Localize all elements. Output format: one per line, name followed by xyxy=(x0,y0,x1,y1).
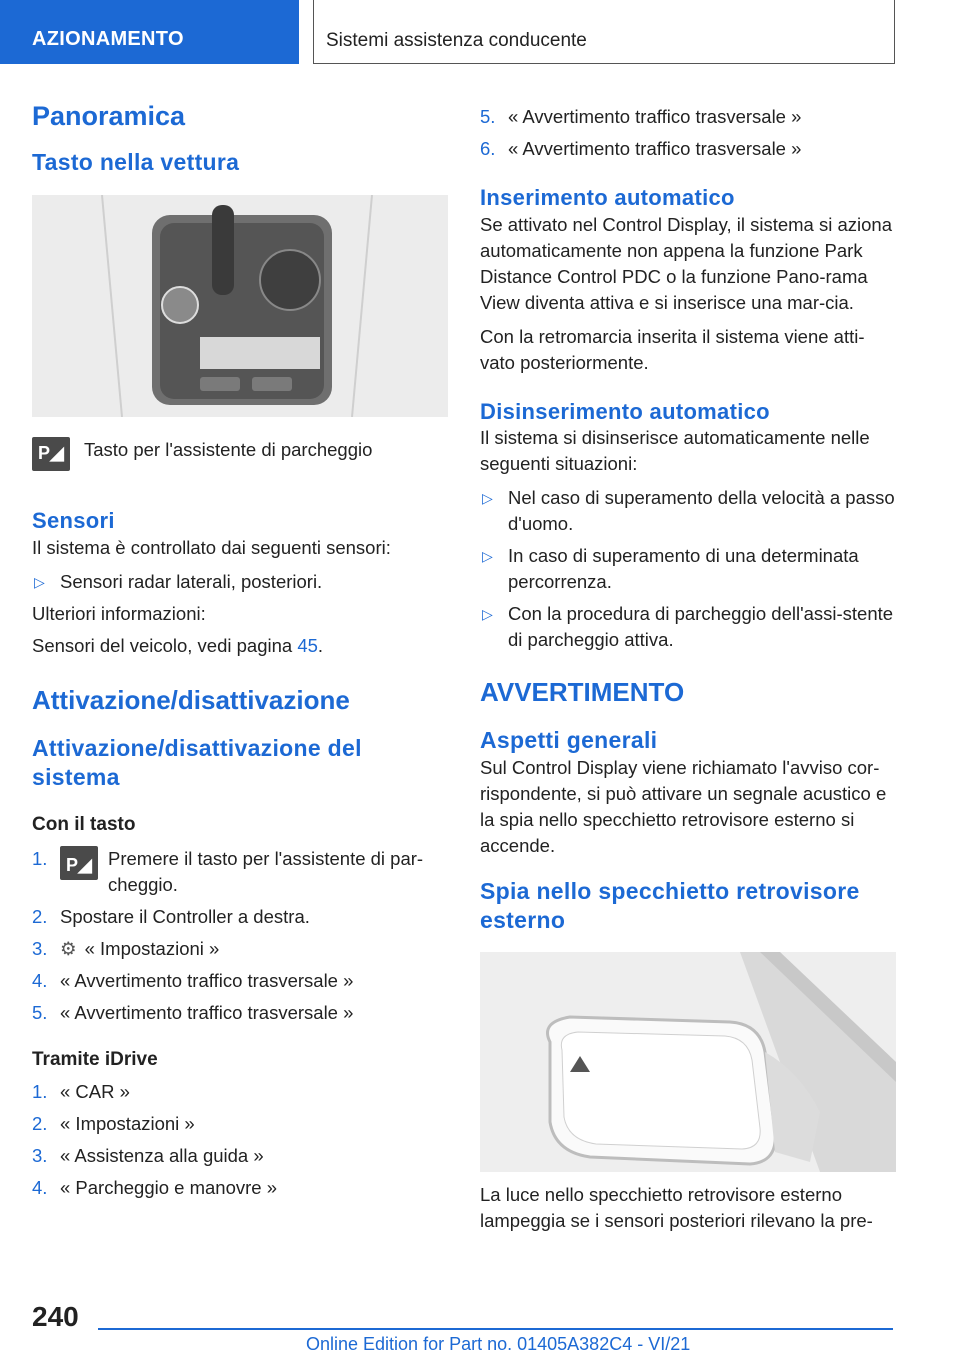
with-button-heading: Con il tasto xyxy=(32,814,136,836)
list-item: 6. « Avvertimento traffico trasversale » xyxy=(480,138,802,159)
triangle-bullet-icon: ▷ xyxy=(34,573,45,590)
list-item: ▷ Con la procedura di parcheggio dell'assi-stente di parcheggio attiva. xyxy=(482,603,894,650)
list-item: ▷ Sensori radar laterali, posteriori. xyxy=(32,569,448,595)
activation-heading: Attivazione/disattivazione xyxy=(32,684,350,715)
activation-subheading: Attivazione/disattivazione del sistema xyxy=(32,734,362,790)
general-heading: Aspetti generali xyxy=(480,727,658,754)
mirror-text: La luce nello specchietto retrovisore esterno lampeggia se i sensori posteriori rilevano la pre- xyxy=(480,1184,873,1232)
with-button-steps xyxy=(32,846,448,1026)
list-item: 1. « CAR » xyxy=(32,1080,130,1102)
button-caption: Tasto per l'assistente di parcheggio xyxy=(84,439,373,461)
auto-on-heading: Inserimento automatico xyxy=(480,185,735,210)
page-link[interactable]: 45 xyxy=(297,634,318,656)
sensors-intro: Il sistema è controllato dai seguenti sensori: xyxy=(32,536,391,558)
continued-steps xyxy=(480,104,896,162)
page-number: 240 xyxy=(32,1301,79,1332)
list-item: 4. « Parcheggio e manovre » xyxy=(32,1176,277,1198)
section-title: AZIONAMENTO xyxy=(32,28,184,50)
list-item: 2. Spostare il Controller a destra. xyxy=(32,906,310,928)
mirror-heading: Spia nello specchietto retrovisore esterno xyxy=(480,877,860,933)
list-item: 3. ⚙ « Impostazioni » xyxy=(32,938,220,960)
list-item: 1. P◢ Premere il tasto per l'assistente di par-cheggio. xyxy=(32,848,424,896)
gear-icon: ⚙ xyxy=(60,938,77,960)
list-item: 5. « Avvertimento traffico trasversale » xyxy=(480,106,802,127)
auto-off-intro: Il sistema si disinserisce automaticamente nelle seguenti situazioni: xyxy=(480,427,870,474)
chapter-title: Sistemi assistenza conducente xyxy=(326,30,587,51)
sensor-reference: Sensori del veicolo, vedi pagina 45. xyxy=(32,634,324,656)
parking-assist-icon: P◢ xyxy=(60,846,98,880)
triangle-bullet-icon: ▷ xyxy=(482,548,493,564)
list-item: 5. « Avvertimento traffico trasversale » xyxy=(32,1002,354,1024)
triangle-bullet-icon: ▷ xyxy=(482,490,493,506)
list-item: 4. « Avvertimento traffico trasversale » xyxy=(32,970,354,992)
auto-off-heading: Disinserimento automatico xyxy=(480,398,770,424)
footer-divider xyxy=(98,1328,893,1330)
list-item: ▷ In caso di superamento di una determinata percorrenza. xyxy=(482,545,859,592)
header-chapter-tab xyxy=(313,0,895,64)
triangle-bullet-icon: ▷ xyxy=(482,606,493,622)
right-column xyxy=(480,100,896,1234)
auto-on-text: Se attivato nel Control Display, il sistema si aziona automaticamente non appena la funzione Park Distance Control PDC o la funzione Pano-rama View diventa attiva e si inserisce una mar-cia. xyxy=(480,213,892,313)
center-console-photo xyxy=(32,195,448,417)
list-item: 2. « Impostazioni » xyxy=(32,1112,195,1134)
auto-off-list xyxy=(480,485,896,653)
subtitle-button: Tasto nella vettura xyxy=(32,149,240,176)
list-item: 3. « Assistenza alla guida » xyxy=(32,1144,264,1166)
sensors-heading: Sensori xyxy=(32,508,115,534)
idrive-heading: Tramite iDrive xyxy=(32,1049,158,1071)
header-section-tab xyxy=(0,0,299,64)
auto-on-reverse-text: Con la retromarcia inserita il sistema viene atti-vato posteriormente. xyxy=(480,325,865,373)
mirror-photo xyxy=(480,952,896,1172)
sensors-list xyxy=(32,569,448,595)
list-item: ▷ Nel caso di superamento della velocità a passo d'uomo. xyxy=(482,487,895,534)
console-illustration xyxy=(32,195,448,417)
button-legend xyxy=(32,437,448,481)
edition-info: Online Edition for Part no. 01405A382C4 - VI/21 xyxy=(306,1334,691,1354)
idrive-steps xyxy=(32,1079,448,1201)
left-column xyxy=(32,100,448,1201)
page-title: Panoramica xyxy=(32,101,186,131)
mirror-illustration xyxy=(480,952,896,1172)
general-text: Sul Control Display viene richiamato l'avviso cor-rispondente, si può attivare un segnale acustico e la spia nello specchietto retrovisore esterno si accende. xyxy=(480,756,887,856)
more-info-label: Ulteriori informazioni: xyxy=(32,602,206,624)
parking-assist-icon: P◢ xyxy=(32,437,70,471)
warning-heading: AVVERTIMENTO xyxy=(480,677,685,707)
